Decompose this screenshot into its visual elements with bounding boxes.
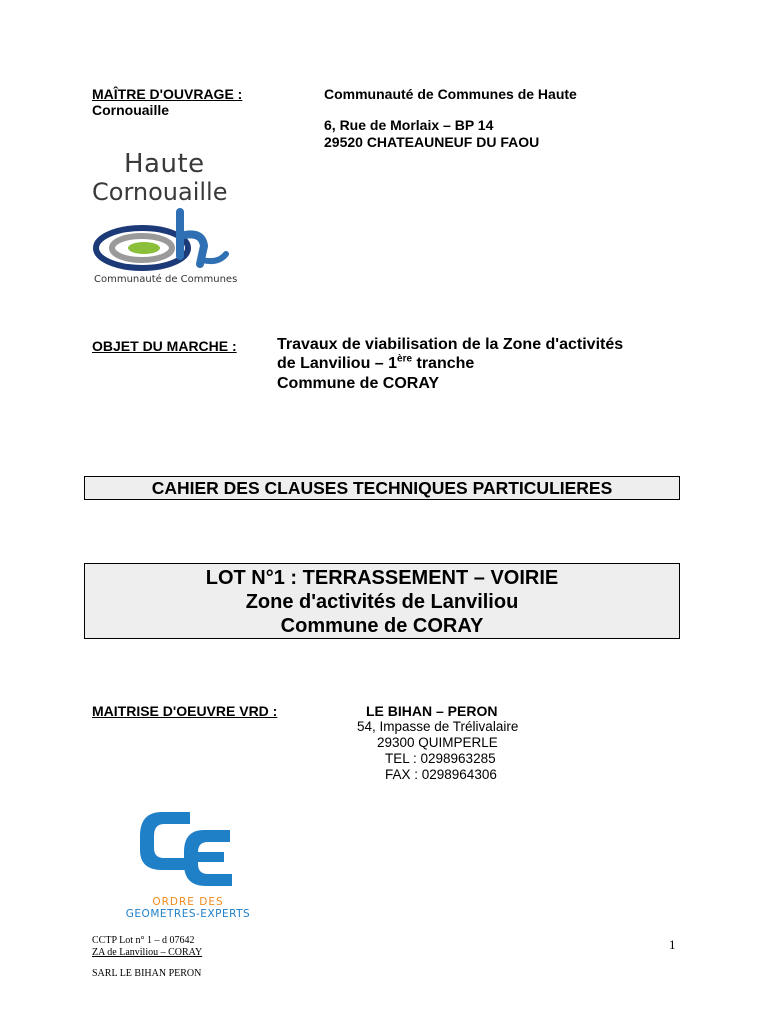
haute-cornouaille-logo — [88, 150, 248, 290]
logo-line-2: Cornouaille — [92, 178, 228, 206]
maitrise-fax: FAX : 0298964306 — [385, 767, 497, 782]
footer-ref: CCTP Lot n° 1 – d 07642 — [92, 935, 195, 946]
maitrise-address: 54, Impasse de Trélivalaire — [357, 719, 519, 734]
objet-line-3: Commune de CORAY — [277, 375, 440, 392]
maitre-ouvrage-name: Communauté de Communes de Haute — [324, 86, 577, 102]
lot-line-1: LOT N°1 : TERRASSEMENT – VOIRIE — [205, 567, 559, 589]
logo-tagline: Communauté de Communes — [94, 274, 238, 285]
maitre-ouvrage-continuation: Cornouaille — [92, 102, 170, 118]
page-number: 1 — [669, 937, 676, 952]
maitrise-tel: TEL : 0298963285 — [385, 751, 496, 766]
oge-logo — [96, 806, 280, 922]
lot-box — [84, 563, 680, 639]
oge-line-2: GEOMETRES-EXPERTS — [125, 908, 251, 920]
address-line-2: 29520 CHATEAUNEUF DU FAOU — [324, 134, 540, 150]
maitre-ouvrage-label: MAÎTRE D'OUVRAGE : — [92, 86, 243, 102]
logo-line-1: Haute — [124, 149, 205, 179]
oge-line-1: ORDRE DES — [152, 896, 224, 908]
address-line-1: 6, Rue de Morlaix – BP 14 — [324, 117, 494, 133]
lot-line-2: Zone d'activités de Lanviliou — [245, 591, 519, 613]
cctp-title: CAHIER DES CLAUSES TECHNIQUES PARTICULIERES — [84, 476, 680, 500]
objet-line-1: Travaux de viabilisation de la Zone d'activités — [277, 336, 624, 353]
maitrise-name: LE BIHAN – PERON — [366, 703, 498, 719]
objet-label: OBJET DU MARCHE : — [92, 338, 237, 354]
lot-line-3: Commune de CORAY — [280, 615, 484, 637]
footer-za: ZA de Lanviliou – CORAY — [92, 947, 203, 958]
maitrise-label: MAITRISE D'OEUVRE VRD : — [92, 703, 278, 719]
cc-emblem-icon — [92, 206, 242, 274]
maitrise-city: 29300 QUIMPERLE — [377, 735, 498, 750]
objet-line-2: de Lanviliou – 1ère tranche — [277, 353, 475, 372]
oge-emblem-icon — [132, 806, 242, 890]
footer-company: SARL LE BIHAN PERON — [92, 968, 202, 979]
